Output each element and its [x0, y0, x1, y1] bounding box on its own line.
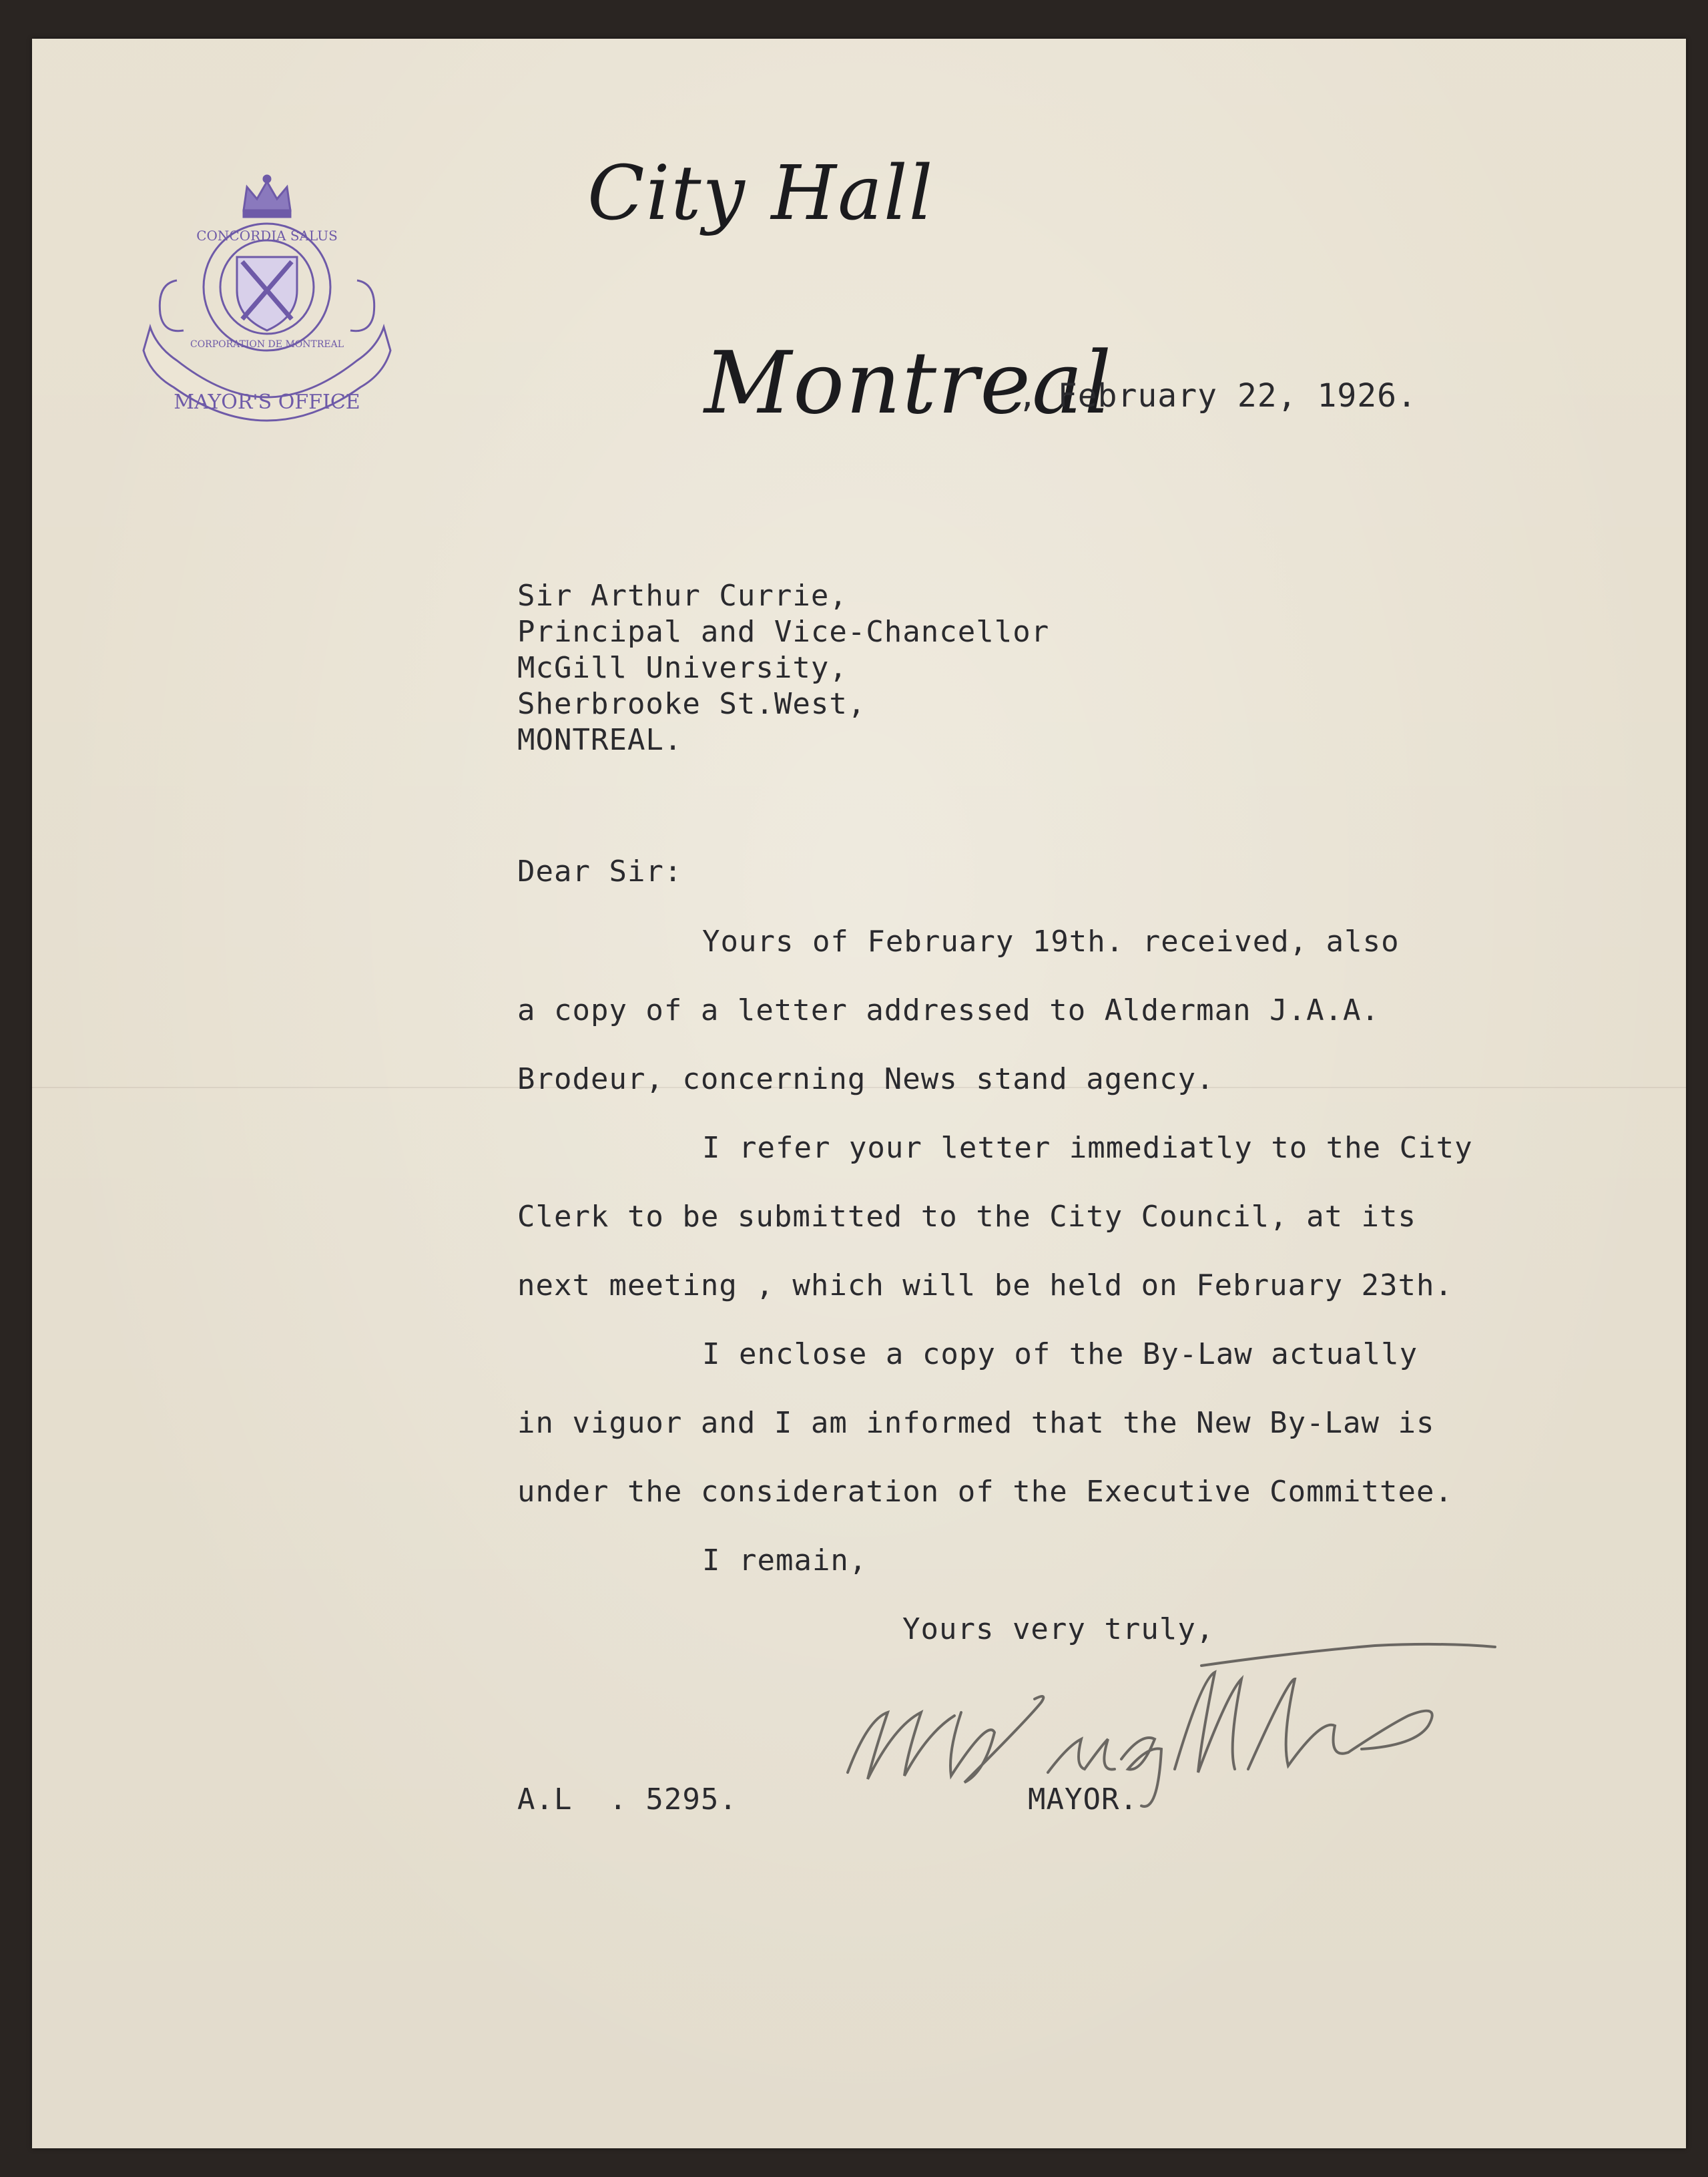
- seal-banner-text: MAYOR'S OFFICE: [174, 391, 360, 414]
- seal-ring-text: CORPORATION DE MONTREAL: [190, 339, 344, 350]
- letter-date: , February 22, 1926.: [1018, 377, 1417, 415]
- body-p2-line-3: next meeting , which will be held on February 23th.: [517, 1268, 1454, 1302]
- body-p1-line-2: a copy of a letter addressed to Alderman J.A.A.: [517, 993, 1380, 1027]
- body-p3-line-3: under the consideration of the Executive Committee.: [517, 1475, 1454, 1509]
- mayors-office-seal: [137, 147, 397, 427]
- recipient-line-5: MONTREAL.: [517, 723, 683, 757]
- salutation: Dear Sir:: [517, 855, 683, 889]
- body-p1-line-3: Brodeur, concerning News stand agency.: [517, 1062, 1215, 1096]
- recipient-line-4: Sherbrooke St.West,: [517, 687, 866, 721]
- letterhead-city-hall: City Hall: [587, 150, 934, 237]
- letterhead-montreal: Montreal: [704, 334, 1113, 433]
- body-p2-line-2: Clerk to be submitted to the City Council, at its: [517, 1200, 1417, 1234]
- reference-number: A.L . 5295.: [517, 1782, 738, 1817]
- recipient-line-3: McGill University,: [517, 651, 848, 685]
- body-p3-line-1: I enclose a copy of the By-Law actually: [702, 1337, 1418, 1371]
- recipient-line-2: Principal and Vice-Chancellor: [517, 615, 1050, 649]
- signatory-title: MAYOR.: [1028, 1782, 1138, 1817]
- closing-valediction: Yours very truly,: [902, 1612, 1215, 1646]
- body-p2-line-1: I refer your letter immediatly to the City: [702, 1131, 1473, 1165]
- seal-motto: CONCORDIA SALUS: [196, 228, 338, 244]
- body-p3-line-2: in viguor and I am informed that the New By-Law is: [517, 1406, 1435, 1440]
- body-p1-line-1: Yours of February 19th. received, also: [702, 925, 1400, 959]
- closing-remain: I remain,: [702, 1543, 868, 1578]
- recipient-line-1: Sir Arthur Currie,: [517, 579, 848, 613]
- handwritten-signature: [828, 1639, 1508, 1812]
